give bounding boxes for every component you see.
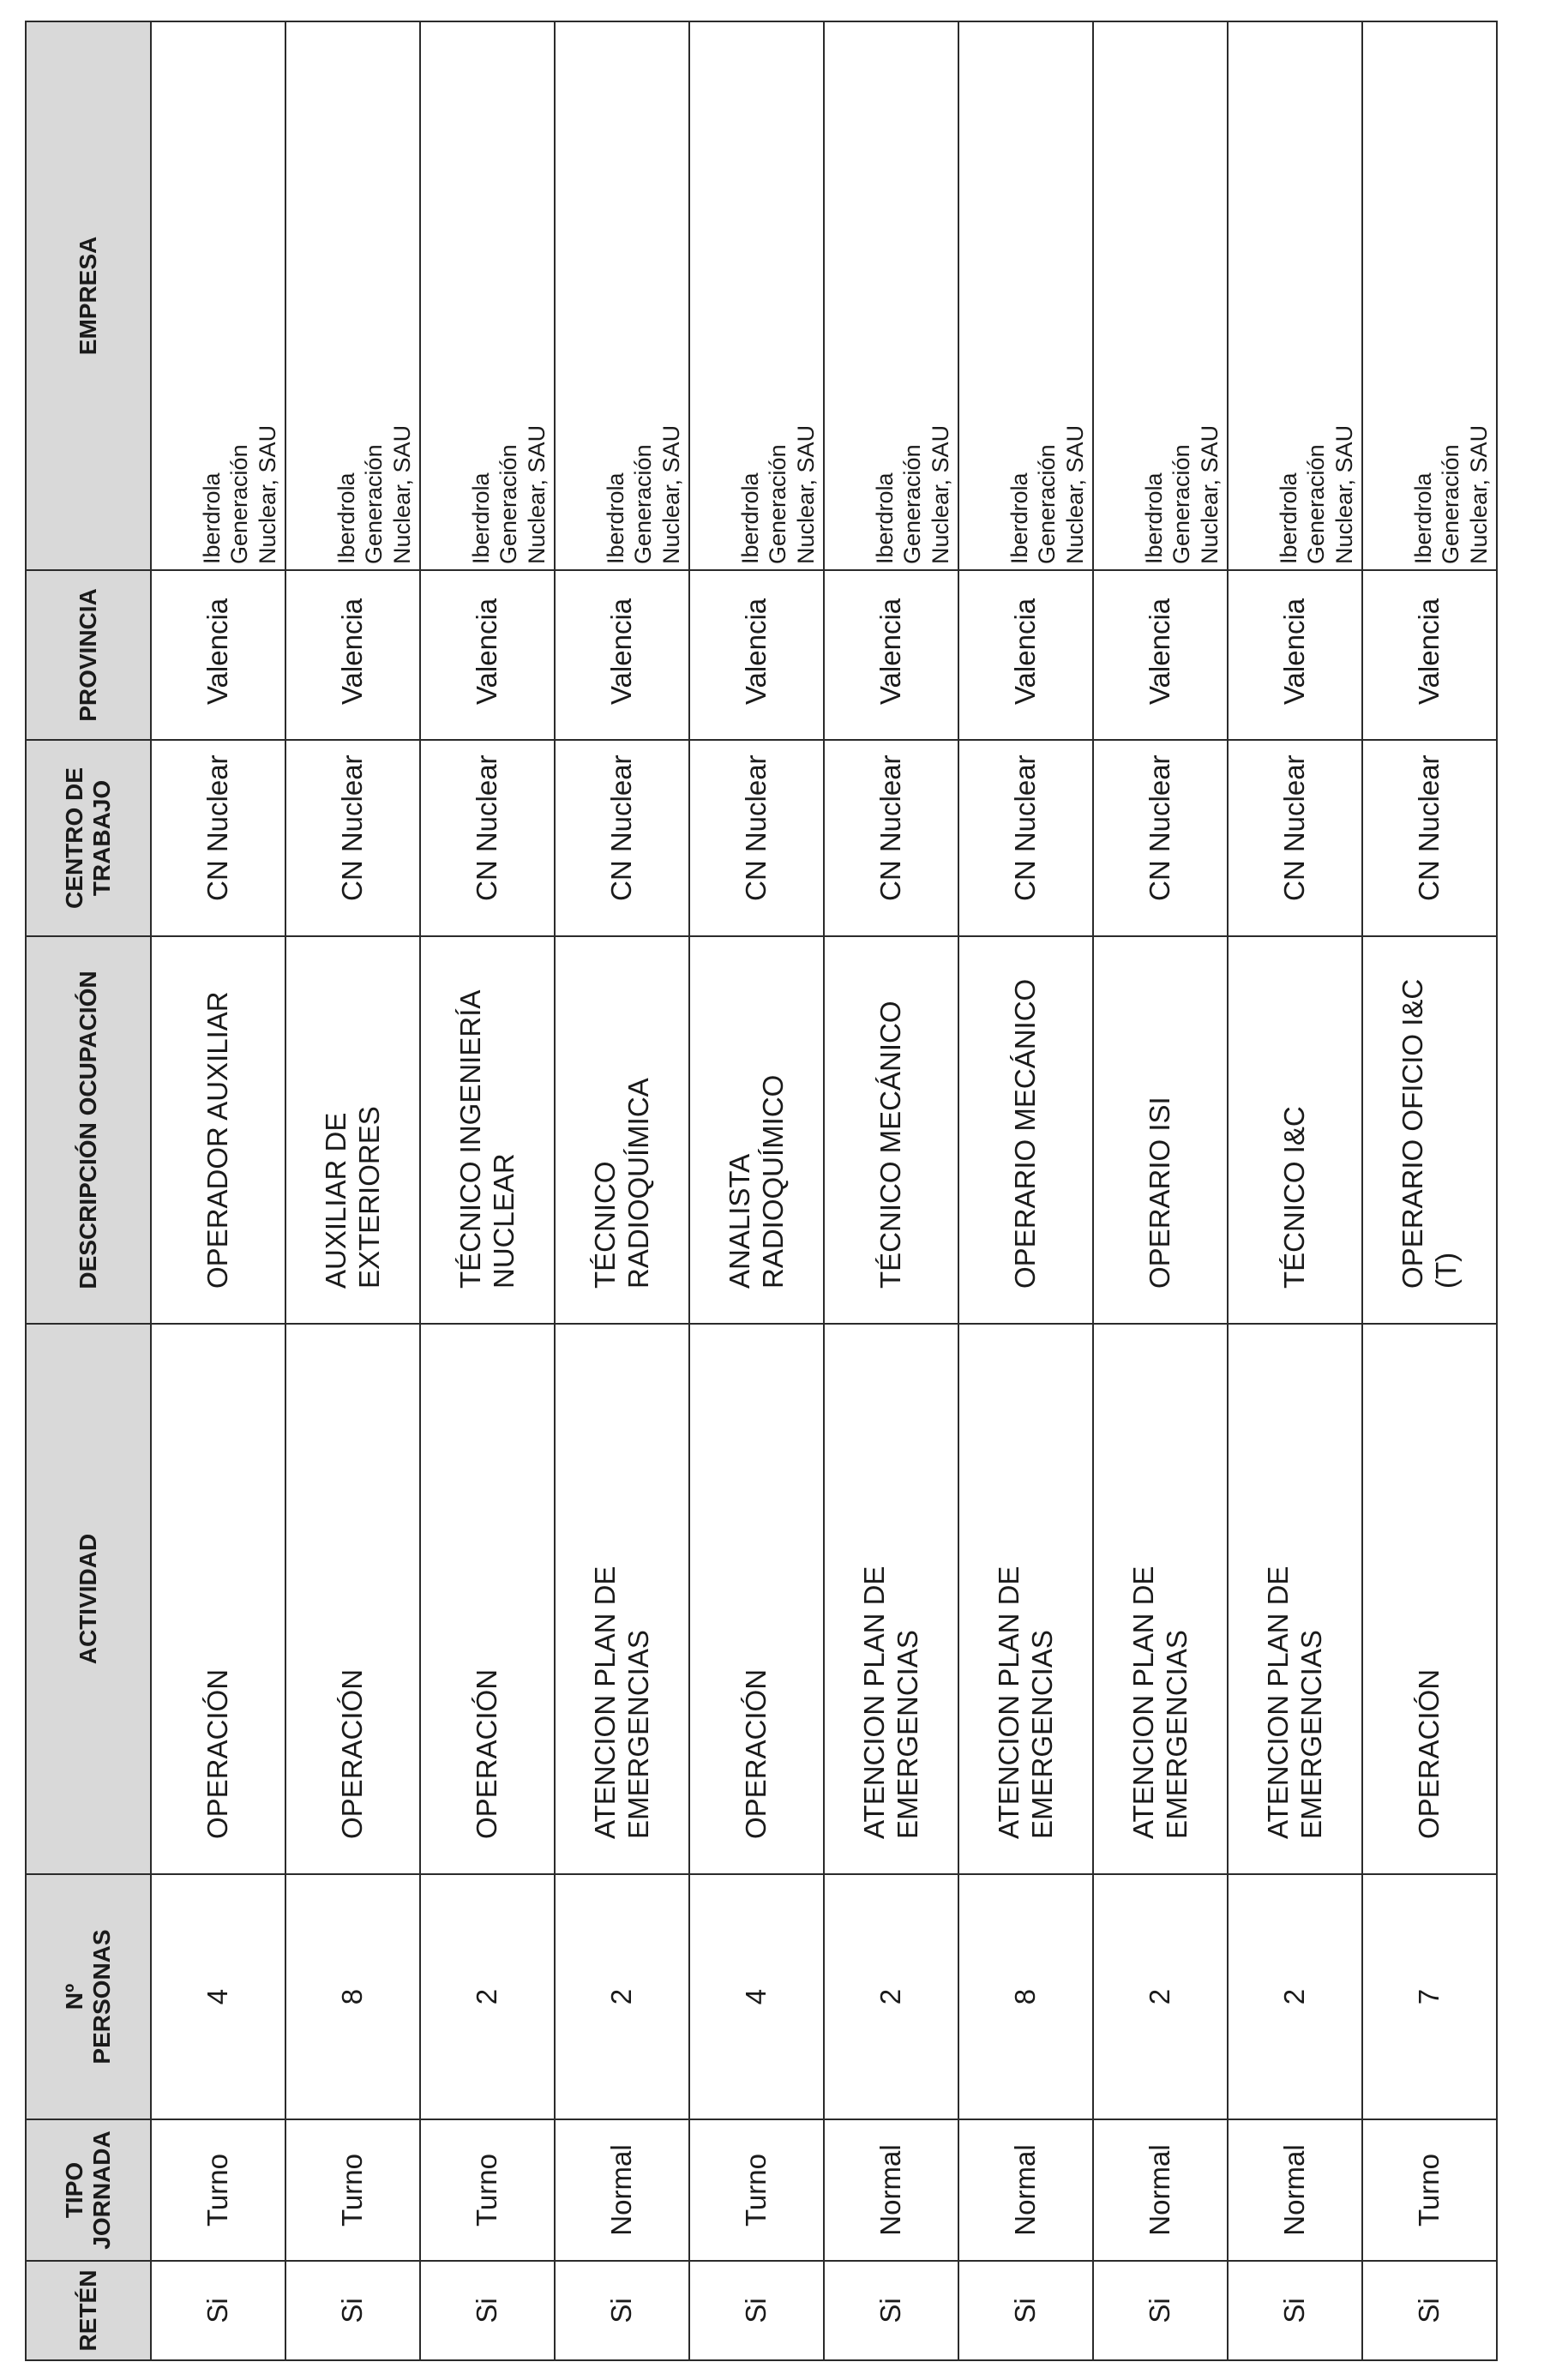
- cell-empresa: Iberdrola Generación Nuclear, SAU: [1362, 21, 1497, 570]
- cell-descripcion: TÉCNICO I&C: [1228, 936, 1362, 1324]
- cell-centro: CN Nuclear: [151, 740, 285, 936]
- rotated-page: [25, 22, 1492, 2361]
- cell-descripcion: ANALISTA RADIOQUÍMICO: [689, 936, 824, 1324]
- cell-centro: CN Nuclear: [689, 740, 824, 936]
- cell-centro: CN Nuclear: [824, 740, 958, 936]
- cell-empresa: Iberdrola Generación Nuclear, SAU: [285, 21, 420, 570]
- cell-reten: Si: [420, 2261, 555, 2360]
- cell-actividad: OPERACIÓN: [689, 1324, 824, 1874]
- cell-tipo-jornada: Normal: [1093, 2119, 1228, 2261]
- cell-reten: Si: [689, 2261, 824, 2360]
- table-row: [1228, 21, 1362, 2360]
- table-row: [151, 21, 285, 2360]
- cell-centro: CN Nuclear: [958, 740, 1093, 936]
- cell-reten: Si: [285, 2261, 420, 2360]
- cell-num-personas: 2: [1228, 1874, 1362, 2119]
- cell-provincia: Valencia: [689, 570, 824, 740]
- cell-tipo-jornada: Turno: [420, 2119, 555, 2261]
- cell-empresa: Iberdrola Generación Nuclear, SAU: [151, 21, 285, 570]
- header-reten: RETÉN: [26, 2261, 151, 2360]
- cell-tipo-jornada: Normal: [1228, 2119, 1362, 2261]
- cell-centro: CN Nuclear: [1093, 740, 1228, 936]
- cell-provincia: Valencia: [824, 570, 958, 740]
- cell-num-personas: 8: [285, 1874, 420, 2119]
- cell-descripcion: TÉCNICO RADIOQUÍMICA: [555, 936, 689, 1324]
- cell-num-personas: 8: [958, 1874, 1093, 2119]
- cell-actividad: OPERACIÓN: [285, 1324, 420, 1874]
- cell-empresa: Iberdrola Generación Nuclear, SAU: [420, 21, 555, 570]
- cell-tipo-jornada: Normal: [958, 2119, 1093, 2261]
- cell-num-personas: 2: [824, 1874, 958, 2119]
- header-descripcion: DESCRIPCIÓN OCUPACIÓN: [26, 936, 151, 1324]
- header-tipo-jornada: TIPO JORNADA: [26, 2119, 151, 2261]
- cell-reten: Si: [555, 2261, 689, 2360]
- table-row: [1362, 21, 1497, 2360]
- cell-empresa: Iberdrola Generación Nuclear, SAU: [1228, 21, 1362, 570]
- cell-actividad: OPERACIÓN: [151, 1324, 285, 1874]
- cell-actividad: ATENCION PLAN DE EMERGENCIAS: [1093, 1324, 1228, 1874]
- cell-num-personas: 2: [420, 1874, 555, 2119]
- cell-tipo-jornada: Turno: [689, 2119, 824, 2261]
- cell-provincia: Valencia: [1093, 570, 1228, 740]
- cell-descripcion: OPERARIO MECÁNICO: [958, 936, 1093, 1324]
- header-row: [26, 21, 151, 2360]
- cell-empresa: Iberdrola Generación Nuclear, SAU: [958, 21, 1093, 570]
- table-row: [285, 21, 420, 2360]
- cell-centro: CN Nuclear: [1362, 740, 1497, 936]
- table-row: [958, 21, 1093, 2360]
- cell-actividad: ATENCION PLAN DE EMERGENCIAS: [555, 1324, 689, 1874]
- cell-tipo-jornada: Normal: [555, 2119, 689, 2261]
- cell-descripcion: TÉCNICO INGENIERÍA NUCLEAR: [420, 936, 555, 1324]
- staffing-table: [25, 21, 1498, 2361]
- cell-tipo-jornada: Normal: [824, 2119, 958, 2261]
- cell-reten: Si: [1228, 2261, 1362, 2360]
- cell-provincia: Valencia: [555, 570, 689, 740]
- cell-actividad: OPERACIÓN: [1362, 1324, 1497, 1874]
- header-num-personas: Nº PERSONAS: [26, 1874, 151, 2119]
- table-row: [420, 21, 555, 2360]
- cell-descripcion: TÉCNICO MECÁNICO: [824, 936, 958, 1324]
- cell-num-personas: 7: [1362, 1874, 1497, 2119]
- header-provincia: PROVINCIA: [26, 570, 151, 740]
- cell-reten: Si: [1362, 2261, 1497, 2360]
- cell-centro: CN Nuclear: [555, 740, 689, 936]
- header-actividad: ACTIVIDAD: [26, 1324, 151, 1874]
- cell-reten: Si: [1093, 2261, 1228, 2360]
- cell-empresa: Iberdrola Generación Nuclear, SAU: [689, 21, 824, 570]
- cell-descripcion: OPERARIO OFICIO I&C (T): [1362, 936, 1497, 1324]
- table-row: [555, 21, 689, 2360]
- cell-provincia: Valencia: [151, 570, 285, 740]
- table-row: [1093, 21, 1228, 2360]
- cell-empresa: Iberdrola Generación Nuclear, SAU: [1093, 21, 1228, 570]
- header-empresa: EMPRESA: [26, 21, 151, 570]
- cell-num-personas: 2: [1093, 1874, 1228, 2119]
- cell-reten: Si: [151, 2261, 285, 2360]
- cell-num-personas: 4: [151, 1874, 285, 2119]
- cell-actividad: ATENCION PLAN DE EMERGENCIAS: [824, 1324, 958, 1874]
- cell-actividad: ATENCION PLAN DE EMERGENCIAS: [1228, 1324, 1362, 1874]
- cell-num-personas: 4: [689, 1874, 824, 2119]
- cell-centro: CN Nuclear: [420, 740, 555, 936]
- cell-empresa: Iberdrola Generación Nuclear, SAU: [555, 21, 689, 570]
- cell-centro: CN Nuclear: [1228, 740, 1362, 936]
- cell-provincia: Valencia: [1228, 570, 1362, 740]
- cell-descripcion: OPERADOR AUXILIAR: [151, 936, 285, 1324]
- cell-tipo-jornada: Turno: [285, 2119, 420, 2261]
- cell-empresa: Iberdrola Generación Nuclear, SAU: [824, 21, 958, 570]
- cell-num-personas: 2: [555, 1874, 689, 2119]
- cell-reten: Si: [958, 2261, 1093, 2360]
- header-centro: CENTRO DE TRABAJO: [26, 740, 151, 936]
- cell-provincia: Valencia: [1362, 570, 1497, 740]
- cell-provincia: Valencia: [285, 570, 420, 740]
- cell-reten: Si: [824, 2261, 958, 2360]
- cell-tipo-jornada: Turno: [1362, 2119, 1497, 2261]
- cell-actividad: ATENCION PLAN DE EMERGENCIAS: [958, 1324, 1093, 1874]
- cell-provincia: Valencia: [420, 570, 555, 740]
- cell-centro: CN Nuclear: [285, 740, 420, 936]
- cell-descripcion: AUXILIAR DE EXTERIORES: [285, 936, 420, 1324]
- table-row: [824, 21, 958, 2360]
- cell-tipo-jornada: Turno: [151, 2119, 285, 2261]
- cell-provincia: Valencia: [958, 570, 1093, 740]
- cell-actividad: OPERACIÓN: [420, 1324, 555, 1874]
- cell-descripcion: OPERARIO ISI: [1093, 936, 1228, 1324]
- table-row: [689, 21, 824, 2360]
